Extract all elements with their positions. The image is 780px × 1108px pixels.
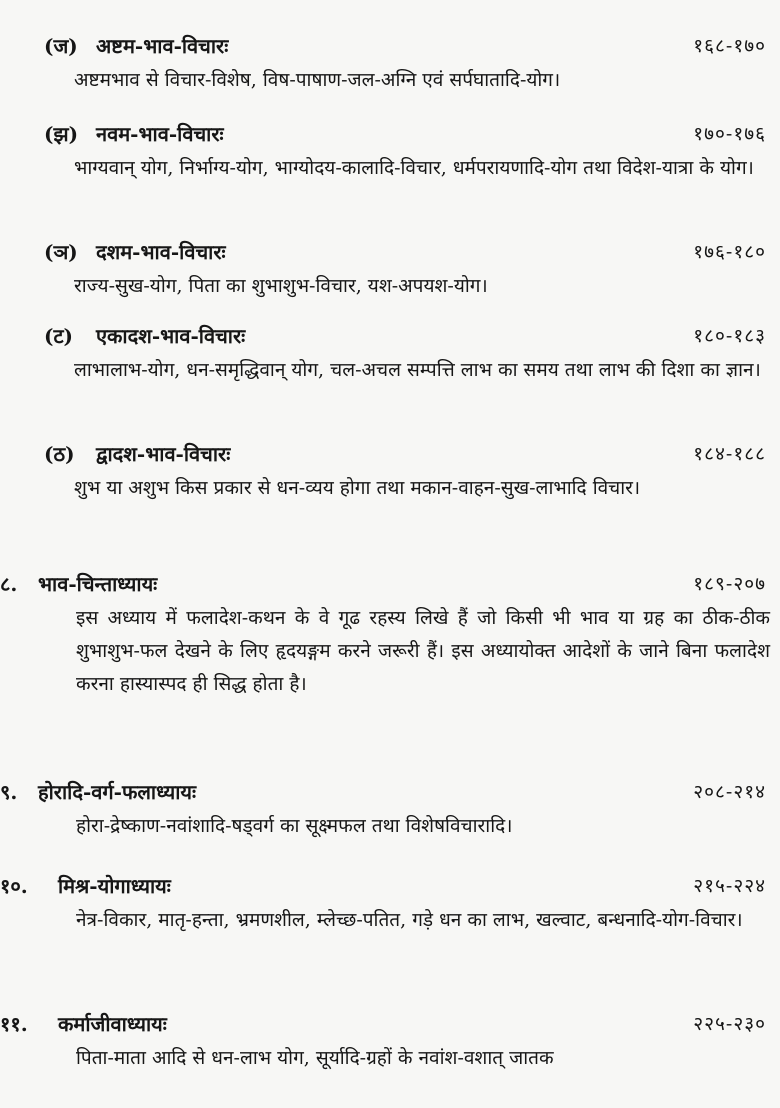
toc-entry-chapter-11	[0, 1008, 780, 1075]
toc-entry-ja	[0, 30, 780, 97]
entry-title: दशम-भाव-विचारः	[96, 240, 226, 264]
entry-title: मिश्र-योगाध्यायः	[58, 874, 171, 898]
entry-title: द्वादश-भाव-विचारः	[96, 442, 231, 466]
entry-description: होरा-द्रेष्काण-नवांशादि-षड्वर्ग का सूक्ष्मफल तथा विशेषविचारादि।	[76, 815, 513, 837]
entry-title: नवम-भाव-विचारः	[96, 122, 224, 146]
entry-number: (ज)	[44, 34, 78, 58]
entry-number: ११.	[0, 1012, 28, 1036]
entry-title: अष्टम-भाव-विचारः	[96, 34, 229, 58]
entry-title: कर्माजीवाध्यायः	[58, 1012, 167, 1036]
entry-number: ८.	[0, 572, 18, 596]
toc-entry-tha	[0, 438, 780, 505]
entry-description: अष्टमभाव से विचार-विशेष, विष-पाषाण-जल-अग्नि एवं सर्पघातादि-योग।	[74, 69, 561, 91]
entry-pages: १६८-१७०	[693, 35, 766, 57]
entry-number: (ट)	[44, 324, 74, 348]
entry-number: (ञ)	[44, 240, 78, 264]
entry-title: भाव-चिन्ताध्यायः	[38, 572, 158, 596]
toc-entry-chapter-9	[0, 776, 780, 843]
entry-pages: १८०-१८३	[693, 325, 766, 347]
entry-pages: १७६-१८०	[693, 241, 766, 263]
entry-pages: २१५-२२४	[693, 875, 766, 897]
entry-description: पिता-माता आदि से धन-लाभ योग, सूर्यादि-ग्रहों के नवांश-वशात् जातक	[76, 1047, 554, 1069]
entry-description: इस अध्याय में फलादेश-कथन के वे गूढ रहस्य लिखे हैं जो किसी भी भाव या ग्रह का ठीक-ठीक शुभाशुभ-फल देखने के लिए हृदयङ्गम करने जरूरी हैं। इस अध्यायोक्त आदेशों के जाने बिना फलादेश करना हास्यास्पद ही सिद्ध होता है।	[76, 607, 770, 695]
entry-pages: १७०-१७६	[693, 123, 766, 145]
entry-pages: २२५-२३०	[693, 1013, 766, 1035]
toc-entry-ta	[0, 320, 780, 387]
entry-pages: १८९-२०७	[693, 573, 766, 595]
entry-description: भाग्यवान् योग, निर्भाग्य-योग, भाग्योदय-कालादि-विचार, धर्मपरायणादि-योग तथा विदेश-यात्रा के योग।	[74, 157, 754, 179]
entry-description: राज्य-सुख-योग, पिता का शुभाशुभ-विचार, यश-अपयश-योग।	[74, 275, 488, 297]
entry-description: नेत्र-विकार, मातृ-हन्ता, भ्रमणशील, म्लेच्छ-पतित, गड़े धन का लाभ, खल्वाट, बन्धनादि-योग-विचार।	[76, 909, 743, 931]
entry-pages: २०८-२१४	[693, 781, 766, 803]
entry-description: लाभालाभ-योग, धन-समृद्धिवान् योग, चल-अचल सम्पत्ति लाभ का समय तथा लाभ की दिशा का ज्ञान।	[74, 359, 761, 381]
toc-entry-chapter-8	[0, 568, 780, 701]
entry-title: होरादि-वर्ग-फलाध्यायः	[38, 780, 197, 804]
entry-pages: १८४-१८८	[693, 443, 766, 465]
toc-entry-jha	[0, 118, 780, 185]
toc-entry-nya	[0, 236, 780, 303]
entry-description: शुभ या अशुभ किस प्रकार से धन-व्यय होगा तथा मकान-वाहन-सुख-लाभादि विचार।	[74, 477, 641, 499]
entry-number: १०.	[0, 874, 28, 898]
entry-number: (झ)	[44, 122, 79, 146]
entry-title: एकादश-भाव-विचारः	[96, 324, 246, 348]
entry-number: ९.	[0, 780, 18, 804]
toc-entry-chapter-10	[0, 870, 780, 937]
entry-number: (ठ)	[44, 442, 75, 466]
